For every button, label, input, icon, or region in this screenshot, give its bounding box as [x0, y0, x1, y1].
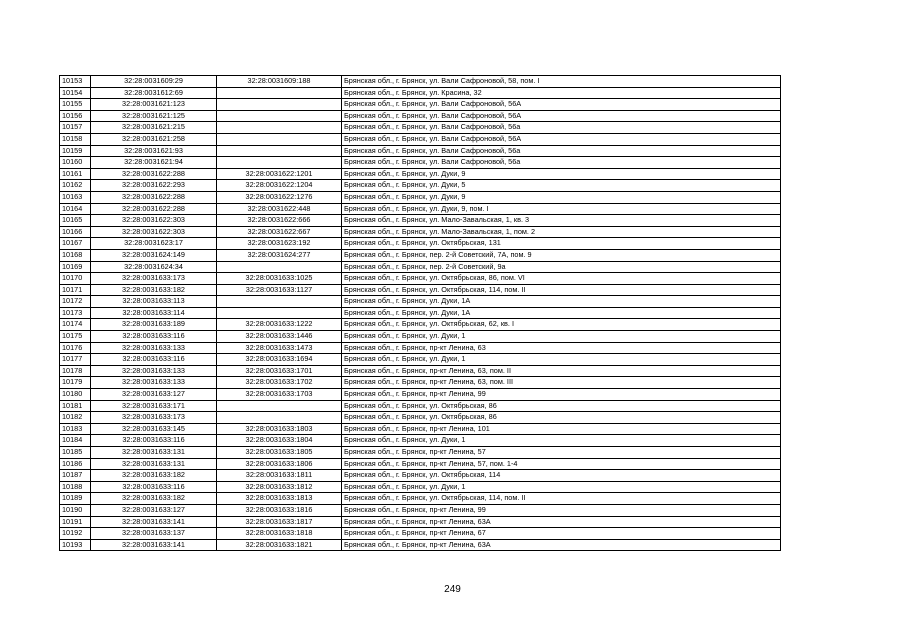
table-row: [60, 365, 781, 377]
cadastral-number-cell: 32:28:0031633:133: [91, 342, 217, 354]
table-row: [60, 528, 781, 540]
address-cell: Брянская обл., г. Брянск, ул. Октябрьская, 86, пом. VI: [342, 273, 781, 285]
address-cell: Брянская обл., г. Брянск, ул. Дуки, 9: [342, 191, 781, 203]
object-number-cell: 32:28:0031609:188: [217, 76, 342, 88]
table-row: [60, 539, 781, 551]
table-row: [60, 493, 781, 505]
table-row: [60, 423, 781, 435]
property-registry-table: [59, 75, 781, 551]
cadastral-number-cell: 32:28:0031622:288: [91, 203, 217, 215]
table-row: [60, 87, 781, 99]
row-number-cell: 10178: [60, 365, 91, 377]
cadastral-number-cell: 32:28:0031633:182: [91, 470, 217, 482]
row-number-cell: 10179: [60, 377, 91, 389]
cadastral-number-cell: 32:28:0031633:141: [91, 516, 217, 528]
object-number-cell: 32:28:0031633:1803: [217, 423, 342, 435]
row-number-cell: 10176: [60, 342, 91, 354]
object-number-cell: 32:28:0031622:666: [217, 215, 342, 227]
table-row: [60, 168, 781, 180]
cadastral-number-cell: 32:28:0031633:189: [91, 319, 217, 331]
row-number-cell: 10163: [60, 191, 91, 203]
table-row: [60, 516, 781, 528]
row-number-cell: 10187: [60, 470, 91, 482]
object-number-cell: [217, 110, 342, 122]
table-row: [60, 435, 781, 447]
row-number-cell: 10159: [60, 145, 91, 157]
cadastral-number-cell: 32:28:0031633:113: [91, 296, 217, 308]
address-cell: Брянская обл., г. Брянск, пр-кт Ленина, 101: [342, 423, 781, 435]
cadastral-number-cell: 32:28:0031609:29: [91, 76, 217, 88]
object-number-cell: 32:28:0031633:1821: [217, 539, 342, 551]
table-row: [60, 180, 781, 192]
cadastral-number-cell: 32:28:0031633:131: [91, 458, 217, 470]
object-number-cell: 32:28:0031633:1818: [217, 528, 342, 540]
object-number-cell: [217, 99, 342, 111]
cadastral-number-cell: 32:28:0031622:288: [91, 168, 217, 180]
table-row: [60, 389, 781, 401]
table-row: [60, 354, 781, 366]
cadastral-number-cell: 32:28:0031633:137: [91, 528, 217, 540]
address-cell: Брянская обл., г. Брянск, ул. Дуки, 1: [342, 481, 781, 493]
cadastral-number-cell: 32:28:0031621:123: [91, 99, 217, 111]
cadastral-number-cell: 32:28:0031612:69: [91, 87, 217, 99]
object-number-cell: [217, 87, 342, 99]
row-number-cell: 10188: [60, 481, 91, 493]
row-number-cell: 10189: [60, 493, 91, 505]
address-cell: Брянская обл., г. Брянск, ул. Вали Сафроновой, 56а: [342, 145, 781, 157]
address-cell: Брянская обл., г. Брянск, пр-кт Ленина, 63, пом. II: [342, 365, 781, 377]
cadastral-number-cell: 32:28:0031633:182: [91, 493, 217, 505]
object-number-cell: 32:28:0031633:1702: [217, 377, 342, 389]
address-cell: Брянская обл., г. Брянск, ул. Октябрьская, 62, кв. I: [342, 319, 781, 331]
object-number-cell: 32:28:0031633:1446: [217, 331, 342, 343]
address-cell: Брянская обл., г. Брянск, ул. Дуки, 1: [342, 435, 781, 447]
registry-table-body: [60, 76, 781, 551]
table-row: [60, 238, 781, 250]
object-number-cell: 32:28:0031633:1817: [217, 516, 342, 528]
object-number-cell: [217, 261, 342, 273]
cadastral-number-cell: 32:28:0031624:149: [91, 249, 217, 261]
table-row: [60, 226, 781, 238]
object-number-cell: 32:28:0031633:1701: [217, 365, 342, 377]
cadastral-number-cell: 32:28:0031624:34: [91, 261, 217, 273]
cadastral-number-cell: 32:28:0031633:173: [91, 273, 217, 285]
address-cell: Брянская обл., г. Брянск, ул. Октябрьская, 86: [342, 400, 781, 412]
row-number-cell: 10167: [60, 238, 91, 250]
object-number-cell: 32:28:0031622:1201: [217, 168, 342, 180]
row-number-cell: 10172: [60, 296, 91, 308]
table-row: [60, 122, 781, 134]
cadastral-number-cell: 32:28:0031633:182: [91, 284, 217, 296]
table-row: [60, 261, 781, 273]
cadastral-number-cell: 32:28:0031623:17: [91, 238, 217, 250]
cadastral-number-cell: 32:28:0031633:116: [91, 435, 217, 447]
table-row: [60, 458, 781, 470]
address-cell: Брянская обл., г. Брянск, пр-кт Ленина, 57: [342, 447, 781, 459]
row-number-cell: 10160: [60, 157, 91, 169]
address-cell: Брянская обл., г. Брянск, пр-кт Ленина, 63, пом. III: [342, 377, 781, 389]
address-cell: Брянская обл., г. Брянск, ул. Октябрьская, 131: [342, 238, 781, 250]
row-number-cell: 10171: [60, 284, 91, 296]
cadastral-number-cell: 32:28:0031633:133: [91, 377, 217, 389]
table-row: [60, 377, 781, 389]
row-number-cell: 10158: [60, 133, 91, 145]
address-cell: Брянская обл., г. Брянск, ул. Дуки, 1: [342, 331, 781, 343]
cadastral-number-cell: 32:28:0031621:258: [91, 133, 217, 145]
address-cell: Брянская обл., г. Брянск, ул. Дуки, 1А: [342, 296, 781, 308]
table-row: [60, 284, 781, 296]
cadastral-number-cell: 32:28:0031621:93: [91, 145, 217, 157]
row-number-cell: 10191: [60, 516, 91, 528]
address-cell: Брянская обл., г. Брянск, ул. Вали Сафроновой, 56А: [342, 110, 781, 122]
cadastral-number-cell: 32:28:0031621:215: [91, 122, 217, 134]
page-number: 249: [444, 584, 461, 595]
cadastral-number-cell: 32:28:0031633:133: [91, 365, 217, 377]
object-number-cell: 32:28:0031633:1812: [217, 481, 342, 493]
object-number-cell: 32:28:0031623:192: [217, 238, 342, 250]
object-number-cell: [217, 157, 342, 169]
object-number-cell: [217, 122, 342, 134]
row-number-cell: 10180: [60, 389, 91, 401]
object-number-cell: 32:28:0031633:1806: [217, 458, 342, 470]
address-cell: Брянская обл., г. Брянск, ул. Октябрьская, 86: [342, 412, 781, 424]
cadastral-number-cell: 32:28:0031633:116: [91, 354, 217, 366]
table-row: [60, 307, 781, 319]
row-number-cell: 10184: [60, 435, 91, 447]
table-row: [60, 76, 781, 88]
table-row: [60, 203, 781, 215]
cadastral-number-cell: 32:28:0031633:145: [91, 423, 217, 435]
object-number-cell: 32:28:0031633:1473: [217, 342, 342, 354]
row-number-cell: 10174: [60, 319, 91, 331]
cadastral-number-cell: 32:28:0031621:94: [91, 157, 217, 169]
row-number-cell: 10157: [60, 122, 91, 134]
cadastral-number-cell: 32:28:0031633:116: [91, 481, 217, 493]
row-number-cell: 10192: [60, 528, 91, 540]
address-cell: Брянская обл., г. Брянск, ул. Вали Сафроновой, 56а: [342, 157, 781, 169]
object-number-cell: [217, 145, 342, 157]
address-cell: Брянская обл., г. Брянск, ул. Мало-Завальская, 1, пом. 2: [342, 226, 781, 238]
object-number-cell: 32:28:0031624:277: [217, 249, 342, 261]
address-cell: Брянская обл., г. Брянск, ул. Дуки, 5: [342, 180, 781, 192]
row-number-cell: 10166: [60, 226, 91, 238]
address-cell: Брянская обл., г. Брянск, ул. Дуки, 1А: [342, 307, 781, 319]
table-row: [60, 249, 781, 261]
cadastral-number-cell: 32:28:0031633:141: [91, 539, 217, 551]
row-number-cell: 10162: [60, 180, 91, 192]
object-number-cell: [217, 307, 342, 319]
address-cell: Брянская обл., г. Брянск, пр-кт Ленина, 99: [342, 504, 781, 516]
cadastral-number-cell: 32:28:0031633:127: [91, 504, 217, 516]
address-cell: Брянская обл., г. Брянск, ул. Вали Сафроновой, 56а: [342, 122, 781, 134]
row-number-cell: 10161: [60, 168, 91, 180]
object-number-cell: [217, 133, 342, 145]
object-number-cell: 32:28:0031633:1813: [217, 493, 342, 505]
object-number-cell: 32:28:0031633:1811: [217, 470, 342, 482]
row-number-cell: 10181: [60, 400, 91, 412]
address-cell: Брянская обл., г. Брянск, ул. Вали Сафроновой, 58, пом. I: [342, 76, 781, 88]
address-cell: Брянская обл., г. Брянск, ул. Дуки, 9, пом. I: [342, 203, 781, 215]
cadastral-number-cell: 32:28:0031633:127: [91, 389, 217, 401]
address-cell: Брянская обл., г. Брянск, ул. Дуки, 1: [342, 354, 781, 366]
row-number-cell: 10177: [60, 354, 91, 366]
object-number-cell: 32:28:0031622:1204: [217, 180, 342, 192]
object-number-cell: 32:28:0031633:1025: [217, 273, 342, 285]
table-row: [60, 296, 781, 308]
row-number-cell: 10169: [60, 261, 91, 273]
table-row: [60, 110, 781, 122]
row-number-cell: 10153: [60, 76, 91, 88]
row-number-cell: 10154: [60, 87, 91, 99]
object-number-cell: 32:28:0031622:667: [217, 226, 342, 238]
row-number-cell: 10164: [60, 203, 91, 215]
table-row: [60, 481, 781, 493]
cadastral-number-cell: 32:28:0031633:114: [91, 307, 217, 319]
object-number-cell: 32:28:0031633:1222: [217, 319, 342, 331]
address-cell: Брянская обл., г. Брянск, пер. 2-й Советский, 7А, пом. 9: [342, 249, 781, 261]
row-number-cell: 10190: [60, 504, 91, 516]
row-number-cell: 10193: [60, 539, 91, 551]
object-number-cell: 32:28:0031633:1703: [217, 389, 342, 401]
table-row: [60, 342, 781, 354]
table-row: [60, 447, 781, 459]
address-cell: Брянская обл., г. Брянск, ул. Октябрьская, 114, пом. II: [342, 284, 781, 296]
table-row: [60, 215, 781, 227]
row-number-cell: 10173: [60, 307, 91, 319]
object-number-cell: 32:28:0031633:1127: [217, 284, 342, 296]
cadastral-number-cell: 32:28:0031633:131: [91, 447, 217, 459]
address-cell: Брянская обл., г. Брянск, пр-кт Ленина, 63А: [342, 516, 781, 528]
object-number-cell: [217, 412, 342, 424]
cadastral-number-cell: 32:28:0031622:293: [91, 180, 217, 192]
row-number-cell: 10182: [60, 412, 91, 424]
cadastral-number-cell: 32:28:0031633:116: [91, 331, 217, 343]
row-number-cell: 10175: [60, 331, 91, 343]
object-number-cell: [217, 296, 342, 308]
table-row: [60, 400, 781, 412]
address-cell: Брянская обл., г. Брянск, пр-кт Ленина, 63А: [342, 539, 781, 551]
cadastral-number-cell: 32:28:0031622:303: [91, 226, 217, 238]
address-cell: Брянская обл., г. Брянск, пр-кт Ленина, 63: [342, 342, 781, 354]
object-number-cell: 32:28:0031633:1805: [217, 447, 342, 459]
address-cell: Брянская обл., г. Брянск, ул. Октябрьская, 114: [342, 470, 781, 482]
address-cell: Брянская обл., г. Брянск, ул. Вали Сафроновой, 56А: [342, 99, 781, 111]
table-row: [60, 99, 781, 111]
address-cell: Брянская обл., г. Брянск, пр-кт Ленина, 67: [342, 528, 781, 540]
table-row: [60, 191, 781, 203]
table-row: [60, 412, 781, 424]
address-cell: Брянская обл., г. Брянск, пер. 2-й Советский, 9а: [342, 261, 781, 273]
address-cell: Брянская обл., г. Брянск, пр-кт Ленина, 57, пом. 1-4: [342, 458, 781, 470]
row-number-cell: 10155: [60, 99, 91, 111]
row-number-cell: 10186: [60, 458, 91, 470]
object-number-cell: 32:28:0031633:1694: [217, 354, 342, 366]
table-row: [60, 331, 781, 343]
table-row: [60, 145, 781, 157]
table-row: [60, 470, 781, 482]
cadastral-number-cell: 32:28:0031633:173: [91, 412, 217, 424]
table-row: [60, 157, 781, 169]
row-number-cell: 10168: [60, 249, 91, 261]
object-number-cell: 32:28:0031622:1276: [217, 191, 342, 203]
address-cell: Брянская обл., г. Брянск, ул. Красина, 32: [342, 87, 781, 99]
address-cell: Брянская обл., г. Брянск, ул. Дуки, 9: [342, 168, 781, 180]
address-cell: Брянская обл., г. Брянск, ул. Мало-Завальская, 1, кв. 3: [342, 215, 781, 227]
cadastral-number-cell: 32:28:0031633:171: [91, 400, 217, 412]
table-row: [60, 504, 781, 516]
row-number-cell: 10165: [60, 215, 91, 227]
object-number-cell: 32:28:0031633:1816: [217, 504, 342, 516]
object-number-cell: [217, 400, 342, 412]
table-row: [60, 319, 781, 331]
row-number-cell: 10156: [60, 110, 91, 122]
address-cell: Брянская обл., г. Брянск, ул. Вали Сафроновой, 56А: [342, 133, 781, 145]
object-number-cell: 32:28:0031622:448: [217, 203, 342, 215]
address-cell: Брянская обл., г. Брянск, ул. Октябрьская, 114, пом. II: [342, 493, 781, 505]
object-number-cell: 32:28:0031633:1804: [217, 435, 342, 447]
row-number-cell: 10170: [60, 273, 91, 285]
row-number-cell: 10185: [60, 447, 91, 459]
cadastral-number-cell: 32:28:0031622:288: [91, 191, 217, 203]
cadastral-number-cell: 32:28:0031621:125: [91, 110, 217, 122]
table-row: [60, 273, 781, 285]
row-number-cell: 10183: [60, 423, 91, 435]
cadastral-number-cell: 32:28:0031622:303: [91, 215, 217, 227]
table-row: [60, 133, 781, 145]
address-cell: Брянская обл., г. Брянск, пр-кт Ленина, 99: [342, 389, 781, 401]
